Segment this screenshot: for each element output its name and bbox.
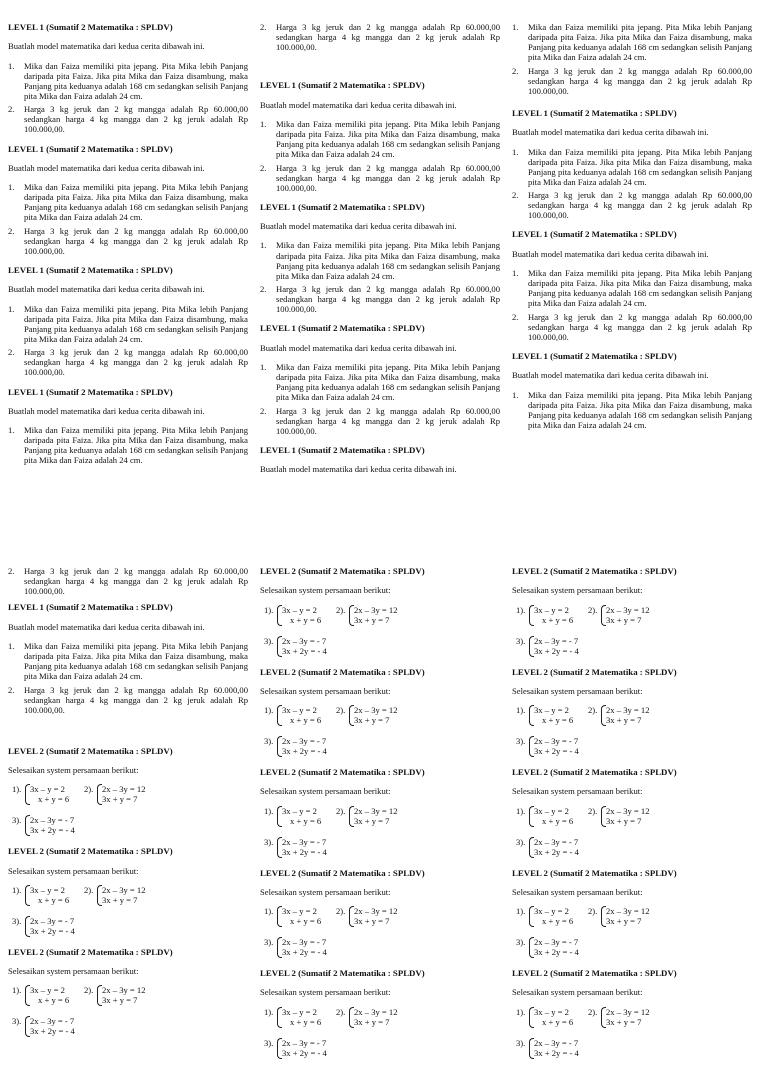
level1-instruction: Buatlah model matematika dari kedua cerita dibawah ini. (512, 370, 709, 381)
question-item: 2. Harga 3 kg jeruk dan 2 kg mangga adalah Rp 60.000,00 sedangkan harga 4 kg mangga dan 2 kg jeruk adalah Rp 100.000,00. (260, 405, 500, 436)
level2-block (8, 846, 248, 939)
question-list (512, 268, 752, 342)
question-list (260, 362, 500, 436)
column-top-left (8, 22, 248, 475)
level2-title: LEVEL 2 (Sumatif 2 Matematika : SPLDV) (260, 666, 425, 677)
level1-title: LEVEL 1 (Sumatif 2 Matematika : SPLDV) (260, 323, 425, 334)
level2-title: LEVEL 2 (Sumatif 2 Matematika : SPLDV) (260, 767, 425, 778)
level1-instruction: Buatlah model matematika dari kedua cerita dibawah ini. (8, 41, 205, 52)
level1-instruction: Buatlah model matematika dari kedua cerita dibawah ini. (8, 284, 205, 295)
equation-set: 1). 3x – y = 2 x + y = 6 2). 2x – 3y = 12 3x + y = 7 3). 2x – 3y = - 7 3x + 2y = - 4 (264, 604, 398, 656)
equation-set: 1). 3x – y = 2 x + y = 6 2). 2x – 3y = 12 3x + y = 7 3). 2x – 3y = - 7 3x + 2y = - 4 (516, 805, 650, 857)
question-list (260, 22, 500, 52)
equation-set: 1). 3x – y = 2 x + y = 6 2). 2x – 3y = 12 3x + y = 7 3). 2x – 3y = - 7 3x + 2y = - 4 (264, 705, 398, 757)
level2-instruction: Selesaikan system persamaan berikut: (512, 886, 643, 897)
level1-instruction: Buatlah model matematika dari kedua cerita dibawah ini. (260, 221, 457, 232)
level1-instruction: Buatlah model matematika dari kedua cerita dibawah ini. (260, 99, 457, 110)
level2-block (512, 868, 752, 961)
question-item: 2. Harga 3 kg jeruk dan 2 kg mangga adalah Rp 60.000,00 sedangkan harga 4 kg mangga dan 2 kg jeruk adalah Rp 100.000,00. (8, 347, 248, 378)
level2-instruction: Selesaikan system persamaan berikut: (260, 585, 391, 596)
question-item: 1. Mika dan Faiza memiliki pita jepang. Pita Mika lebih Panjang daripada pita Faiza. Jika pita Mika dan Faiza disambung, maka Panjang pita keduanya adalah 168 cm sedangkan selisih Panjang pita Mika dan Faiza adalah 24 cm. (512, 389, 752, 430)
level2-block (8, 947, 248, 1040)
level1-block (8, 265, 248, 378)
equation-set: 1). 3x – y = 2 x + y = 6 2). 2x – 3y = 12 3x + y = 7 3). 2x – 3y = - 7 3x + 2y = - 4 (12, 784, 146, 836)
question-item: 2. Harga 3 kg jeruk dan 2 kg mangga adalah Rp 60.000,00 sedangkan harga 4 kg mangga dan 2 kg jeruk adalah Rp 100.000,00. (8, 104, 248, 135)
question-list (260, 119, 500, 193)
level1-instruction: Buatlah model matematika dari kedua cerita dibawah ini. (8, 162, 205, 173)
level1-instruction: Buatlah model matematika dari kedua cerita dibawah ini. (260, 342, 457, 353)
equation-set: 1). 3x – y = 2 x + y = 6 2). 2x – 3y = 12 3x + y = 7 3). 2x – 3y = - 7 3x + 2y = - 4 (264, 1006, 398, 1058)
level2-block (260, 566, 500, 659)
question-item: 1. Mika dan Faiza memiliki pita jepang. Pita Mika lebih Panjang daripada pita Faiza. Jika pita Mika dan Faiza disambung, maka Panjang pita keduanya adalah 168 cm sedangkan selisih Panjang pita Mika dan Faiza adalah 24 cm. (512, 146, 752, 187)
level1-title: LEVEL 1 (Sumatif 2 Matematika : SPLDV) (8, 602, 173, 613)
level1-title: LEVEL 1 (Sumatif 2 Matematika : SPLDV) (8, 265, 173, 275)
level2-block (512, 968, 752, 1061)
question-item: 1. Mika dan Faiza memiliki pita jepang. Pita Mika lebih Panjang daripada pita Faiza. Jika pita Mika dan Faiza disambung, maka Panjang pita keduanya adalah 168 cm sedangkan selisih Panjang pita Mika dan Faiza adalah 24 cm. (8, 425, 248, 466)
column-bottom-left (8, 566, 248, 1047)
question-list (8, 182, 248, 256)
level2-block (260, 667, 500, 760)
column-top-right (512, 22, 752, 439)
question-list (8, 425, 248, 466)
question-list (512, 22, 752, 96)
level1-block (512, 229, 752, 342)
question-item: 1. Mika dan Faiza memiliki pita jepang. Pita Mika lebih Panjang daripada pita Faiza. Jika pita Mika dan Faiza disambung, maka Panjang pita keduanya adalah 168 cm sedangkan selisih Panjang pita Mika dan Faiza adalah 24 cm. (8, 182, 248, 223)
level2-title: LEVEL 2 (Sumatif 2 Matematika : SPLDV) (512, 968, 677, 979)
question-list (8, 304, 248, 378)
question-item: 1. Mika dan Faiza memiliki pita jepang. Pita Mika lebih Panjang daripada pita Faiza. Jika pita Mika dan Faiza disambung, maka Panjang pita keduanya adalah 168 cm sedangkan selisih Panjang pita Mika dan Faiza adalah 24 cm. (512, 268, 752, 309)
level1-block (260, 445, 500, 475)
level1-instruction: Buatlah model matematika dari kedua cerita dibawah ini. (8, 621, 205, 632)
level2-title: LEVEL 2 (Sumatif 2 Matematika : SPLDV) (8, 745, 173, 756)
question-list (8, 566, 248, 596)
level2-title: LEVEL 2 (Sumatif 2 Matematika : SPLDV) (8, 946, 173, 957)
level2-instruction: Selesaikan system persamaan berikut: (8, 765, 139, 776)
question-list (8, 61, 248, 135)
level2-instruction: Selesaikan system persamaan berikut: (260, 685, 391, 696)
level2-block (512, 667, 752, 760)
equation-set: 1). 3x – y = 2 x + y = 6 2). 2x – 3y = 12 3x + y = 7 3). 2x – 3y = - 7 3x + 2y = - 4 (516, 906, 650, 958)
level1-title: LEVEL 1 (Sumatif 2 Matematika : SPLDV) (260, 201, 425, 212)
level1-instruction: Buatlah model matematika dari kedua cerita dibawah ini. (260, 464, 457, 475)
question-item: 1. Mika dan Faiza memiliki pita jepang. Pita Mika lebih Panjang daripada pita Faiza. Jika pita Mika dan Faiza disambung, maka Panjang pita keduanya adalah 168 cm sedangkan selisih Panjang pita Mika dan Faiza adalah 24 cm. (512, 22, 752, 63)
level2-instruction: Selesaikan system persamaan berikut: (512, 786, 643, 797)
level2-title: LEVEL 2 (Sumatif 2 Matematika : SPLDV) (512, 566, 677, 576)
level1-block (8, 602, 248, 715)
level2-block (260, 968, 500, 1061)
level1-block (512, 108, 752, 221)
column-bottom-right (512, 566, 752, 1069)
question-item: 2. Harga 3 kg jeruk dan 2 kg mangga adalah Rp 60.000,00 sedangkan harga 4 kg mangga dan 2 kg jeruk adalah Rp 100.000,00. (8, 684, 248, 715)
level2-title: LEVEL 2 (Sumatif 2 Matematika : SPLDV) (512, 767, 677, 778)
level1-title: LEVEL 1 (Sumatif 2 Matematika : SPLDV) (512, 350, 677, 361)
equation-set: 1). 3x – y = 2 x + y = 6 2). 2x – 3y = 12 3x + y = 7 3). 2x – 3y = - 7 3x + 2y = - 4 (264, 906, 398, 958)
level1-block (8, 144, 248, 257)
level1-block (8, 387, 248, 466)
level2-title: LEVEL 2 (Sumatif 2 Matematika : SPLDV) (512, 867, 677, 878)
question-item: 1. Mika dan Faiza memiliki pita jepang. Pita Mika lebih Panjang daripada pita Faiza. Jika pita Mika dan Faiza disambung, maka Panjang pita keduanya adalah 168 cm sedangkan selisih Panjang pita Mika dan Faiza adalah 24 cm. (8, 640, 248, 682)
level1-title: LEVEL 1 (Sumatif 2 Matematika : SPLDV) (512, 229, 677, 240)
level1-title: LEVEL 1 (Sumatif 2 Matematika : SPLDV) (8, 22, 173, 32)
question-item: 1. Mika dan Faiza memiliki pita jepang. Pita Mika lebih Panjang daripada pita Faiza. Jika pita Mika dan Faiza disambung, maka Panjang pita keduanya adalah 168 cm sedangkan selisih Panjang pita Mika dan Faiza adalah 24 cm. (260, 361, 500, 403)
level2-instruction: Selesaikan system persamaan berikut: (260, 987, 391, 998)
level1-instruction: Buatlah model matematika dari kedua cerita dibawah ini. (512, 127, 709, 138)
level2-title: LEVEL 2 (Sumatif 2 Matematika : SPLDV) (260, 968, 425, 979)
level2-block (512, 566, 752, 659)
question-item: 2. Harga 3 kg jeruk dan 2 kg mangga adalah Rp 60.000,00 sedangkan harga 4 kg mangga dan 2 kg jeruk adalah Rp 100.000,00. (260, 162, 500, 193)
question-list (8, 641, 248, 715)
question-item: 1. Mika dan Faiza memiliki pita jepang. Pita Mika lebih Panjang daripada pita Faiza. Jika pita Mika dan Faiza disambung, maka Panjang pita keduanya adalah 168 cm sedangkan selisih Panjang pita Mika dan Faiza adalah 24 cm. (8, 303, 248, 344)
level1-block (260, 202, 500, 315)
level2-instruction: Selesaikan system persamaan berikut: (260, 786, 391, 797)
question-list (512, 147, 752, 221)
level2-title: LEVEL 2 (Sumatif 2 Matematika : SPLDV) (512, 666, 677, 677)
level1-block (260, 80, 500, 193)
equation-set: 1). 3x – y = 2 x + y = 6 2). 2x – 3y = 12 3x + y = 7 3). 2x – 3y = - 7 3x + 2y = - 4 (264, 805, 398, 857)
question-item: 2. Harga 3 kg jeruk dan 2 kg mangga adalah Rp 60.000,00 sedangkan harga 4 kg mangga dan 2 kg jeruk adalah Rp 100.000,00. (260, 284, 500, 315)
level1-block (260, 323, 500, 436)
equation-set: 1). 3x – y = 2 x + y = 6 2). 2x – 3y = 12 3x + y = 7 3). 2x – 3y = - 7 3x + 2y = - 4 (516, 1006, 650, 1058)
question-item: 2. Harga 3 kg jeruk dan 2 kg mangga adalah Rp 60.000,00 sedangkan harga 4 kg mangga dan 2 kg jeruk adalah Rp 100.000,00. (512, 311, 752, 342)
level1-instruction: Buatlah model matematika dari kedua cerita dibawah ini. (8, 405, 205, 416)
level1-title: LEVEL 1 (Sumatif 2 Matematika : SPLDV) (512, 107, 677, 118)
level2-title: LEVEL 2 (Sumatif 2 Matematika : SPLDV) (260, 867, 425, 878)
equation-set: 1). 3x – y = 2 x + y = 6 2). 2x – 3y = 12 3x + y = 7 3). 2x – 3y = - 7 3x + 2y = - 4 (12, 884, 146, 936)
question-item: 2. Harga 3 kg jeruk dan 2 kg mangga adalah Rp 60.000,00 sedangkan harga 4 kg mangga dan 2 kg jeruk adalah Rp 100.000,00. (8, 566, 248, 597)
equation-set: 1). 3x – y = 2 x + y = 6 2). 2x – 3y = 12 3x + y = 7 3). 2x – 3y = - 7 3x + 2y = - 4 (516, 604, 650, 656)
question-item: 1. Mika dan Faiza memiliki pita jepang. Pita Mika lebih Panjang daripada pita Faiza. Jika pita Mika dan Faiza disambung, maka Panjang pita keduanya adalah 168 cm sedangkan selisih Panjang pita Mika dan Faiza adalah 24 cm. (260, 118, 500, 160)
equation-set: 1). 3x – y = 2 x + y = 6 2). 2x – 3y = 12 3x + y = 7 3). 2x – 3y = - 7 3x + 2y = - 4 (516, 705, 650, 757)
question-item: 2. Harga 3 kg jeruk dan 2 kg mangga adalah Rp 60.000,00 sedangkan harga 4 kg mangga dan 2 kg jeruk adalah Rp 100.000,00. (512, 190, 752, 221)
level2-instruction: Selesaikan system persamaan berikut: (512, 685, 643, 696)
level1-block (512, 351, 752, 430)
level2-instruction: Selesaikan system persamaan berikut: (512, 585, 643, 596)
level1-title: LEVEL 1 (Sumatif 2 Matematika : SPLDV) (8, 386, 173, 397)
column-top-middle (260, 22, 500, 483)
level2-instruction: Selesaikan system persamaan berikut: (8, 865, 139, 876)
question-list (260, 240, 500, 314)
level2-title: LEVEL 2 (Sumatif 2 Matematika : SPLDV) (260, 566, 425, 576)
column-bottom-middle (260, 566, 500, 1069)
question-item: 2. Harga 3 kg jeruk dan 2 kg mangga adalah Rp 60.000,00 sedangkan harga 4 kg mangga dan 2 kg jeruk adalah Rp 100.000,00. (512, 65, 752, 96)
level2-instruction: Selesaikan system persamaan berikut: (512, 987, 643, 998)
level2-instruction: Selesaikan system persamaan berikut: (260, 886, 391, 897)
level2-instruction: Selesaikan system persamaan berikut: (8, 966, 139, 977)
level1-instruction: Buatlah model matematika dari kedua cerita dibawah ini. (512, 248, 709, 259)
level1-title: LEVEL 1 (Sumatif 2 Matematika : SPLDV) (260, 444, 425, 455)
level2-block (260, 868, 500, 961)
question-item: 1. Mika dan Faiza memiliki pita jepang. Pita Mika lebih Panjang daripada pita Faiza. Jika pita Mika dan Faiza disambung, maka Panjang pita keduanya adalah 168 cm sedangkan selisih Panjang pita Mika dan Faiza adalah 24 cm. (260, 240, 500, 281)
level2-block (512, 767, 752, 860)
level1-title: LEVEL 1 (Sumatif 2 Matematika : SPLDV) (8, 143, 173, 154)
question-item: 2. Harga 3 kg jeruk dan 2 kg mangga adalah Rp 60.000,00 sedangkan harga 4 kg mangga dan 2 kg jeruk adalah Rp 100.000,00. (260, 22, 500, 53)
question-item: 2. Harga 3 kg jeruk dan 2 kg mangga adalah Rp 60.000,00 sedangkan harga 4 kg mangga dan 2 kg jeruk adalah Rp 100.000,00. (8, 225, 248, 256)
level1-block (8, 22, 248, 135)
question-item: 1. Mika dan Faiza memiliki pita jepang. Pita Mika lebih Panjang daripada pita Faiza. Jika pita Mika dan Faiza disambung, maka Panjang pita keduanya adalah 168 cm sedangkan selisih Panjang pita Mika dan Faiza adalah 24 cm. (8, 60, 248, 101)
level2-title: LEVEL 2 (Sumatif 2 Matematika : SPLDV) (8, 846, 173, 857)
level2-block (260, 767, 500, 860)
level1-title: LEVEL 1 (Sumatif 2 Matematika : SPLDV) (260, 80, 425, 91)
level2-block (8, 746, 248, 839)
question-list (512, 390, 752, 431)
equation-set: 1). 3x – y = 2 x + y = 6 2). 2x – 3y = 12 3x + y = 7 3). 2x – 3y = - 7 3x + 2y = - 4 (12, 985, 146, 1037)
